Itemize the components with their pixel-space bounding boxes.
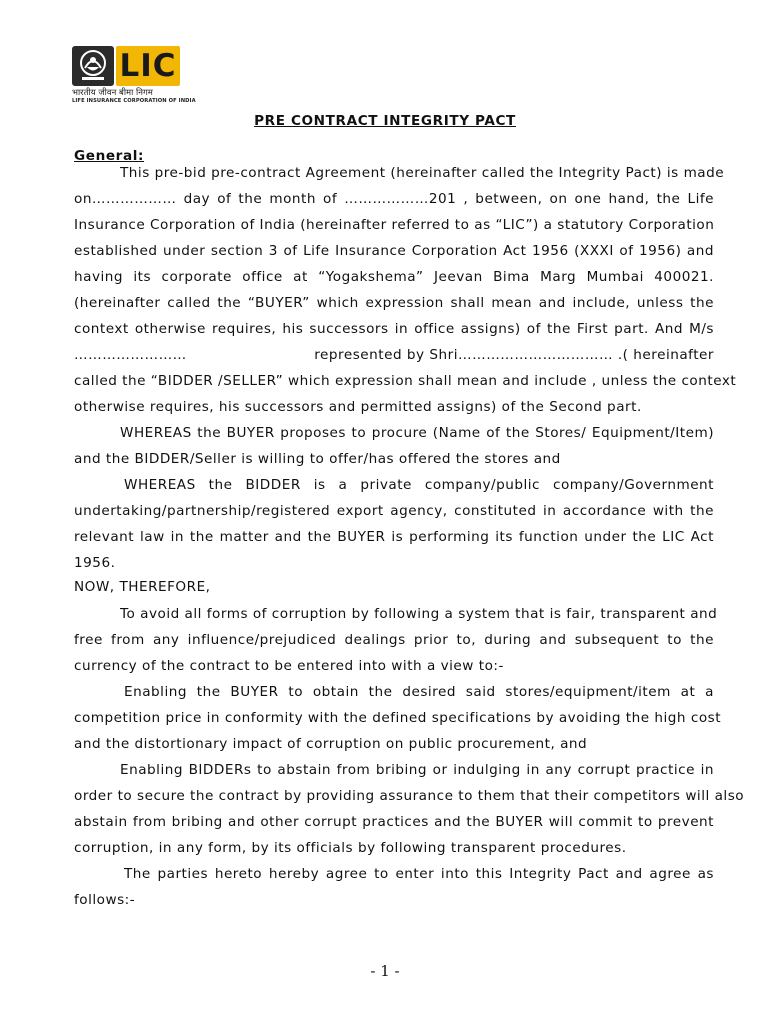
page-number: - 1 -: [370, 962, 400, 980]
text-line: on……………… day of the month of ………………201 , between, on one hand, the Life: [74, 191, 714, 207]
text-line: Enabling the BUYER to obtain the desired said stores/equipment/item at a: [124, 684, 714, 700]
text-line: Enabling BIDDERs to abstain from bribing or indulging in any corrupt practice in: [120, 762, 714, 778]
section-heading: General:: [74, 148, 145, 164]
text-line: 1956.: [74, 555, 116, 571]
lic-brand-text: LIC: [119, 48, 177, 84]
text-line: having its corporate office at “Yogakshema” Jeevan Bima Marg Mumbai 400021.: [74, 269, 714, 285]
text-line: and the BIDDER/Seller is willing to offer/has offered the stores and: [74, 451, 561, 467]
text-line: undertaking/partnership/registered export agency, constituted in accordance with the: [74, 503, 714, 519]
lic-english-name: LIFE INSURANCE CORPORATION OF INDIA: [72, 98, 196, 104]
text-line: otherwise requires, his successors and permitted assigns) of the Second part.: [74, 399, 642, 415]
text-line: The parties hereto hereby agree to enter into this Integrity Pact and agree as: [124, 866, 714, 882]
text-line: competition price in conformity with the defined specifications by avoiding the high cost: [74, 710, 722, 726]
text-line: Insurance Corporation of India (hereinafter referred to as “LIC”) a statutory Corporation: [74, 217, 715, 233]
text-line: and the distortionary impact of corruption on public procurement, and: [74, 736, 588, 752]
text-line: currency of the contract to be entered into with a view to:-: [74, 658, 504, 674]
text-line: free from any influence/prejudiced dealings prior to, during and subsequent to the: [74, 632, 714, 648]
text-line: follows:-: [74, 892, 136, 908]
text-line: WHEREAS the BIDDER is a private company/public company/Government: [124, 477, 714, 493]
text-line: context otherwise requires, his successors in office assigns) of the First part. And M/s: [74, 321, 714, 337]
text-line: This pre-bid pre-contract Agreement (hereinafter called the Integrity Pact) is made: [120, 165, 725, 181]
text-line: established under section 3 of Life Insurance Corporation Act 1956 (XXXI of 1956) and: [74, 243, 714, 259]
text-line: NOW, THEREFORE,: [74, 579, 211, 595]
lic-logo: [70, 44, 196, 104]
text-fragment: ……………………: [74, 347, 187, 363]
text-line: order to secure the contract by providing assurance to them that their competitors will also: [74, 788, 745, 804]
lic-brand-box: [116, 46, 180, 86]
text-line: called the “BIDDER /SELLER” which expression shall mean and include , unless the context: [74, 373, 737, 389]
text-line: corruption, in any form, by its officials by following transparent procedures.: [74, 840, 627, 856]
text-line: [74, 346, 714, 364]
text-fragment: represented by Shri…………………………… .( hereinafter: [314, 347, 714, 363]
document-title: PRE CONTRACT INTEGRITY PACT: [254, 113, 516, 129]
lic-hindi-name: भारतीय जीवन बीमा निगम: [72, 88, 153, 98]
lic-emblem-icon: [72, 46, 114, 86]
text-line: abstain from bribing and other corrupt practices and the BUYER will commit to prevent: [74, 814, 714, 830]
text-line: To avoid all forms of corruption by following a system that is fair, transparent and: [120, 606, 718, 622]
text-line: (hereinafter called the “BUYER” which expression shall mean and include, unless the: [74, 295, 714, 311]
text-line: relevant law in the matter and the BUYER is performing its function under the LIC Act: [74, 529, 714, 545]
text-line: WHEREAS the BUYER proposes to procure (Name of the Stores/ Equipment/Item): [120, 425, 714, 441]
